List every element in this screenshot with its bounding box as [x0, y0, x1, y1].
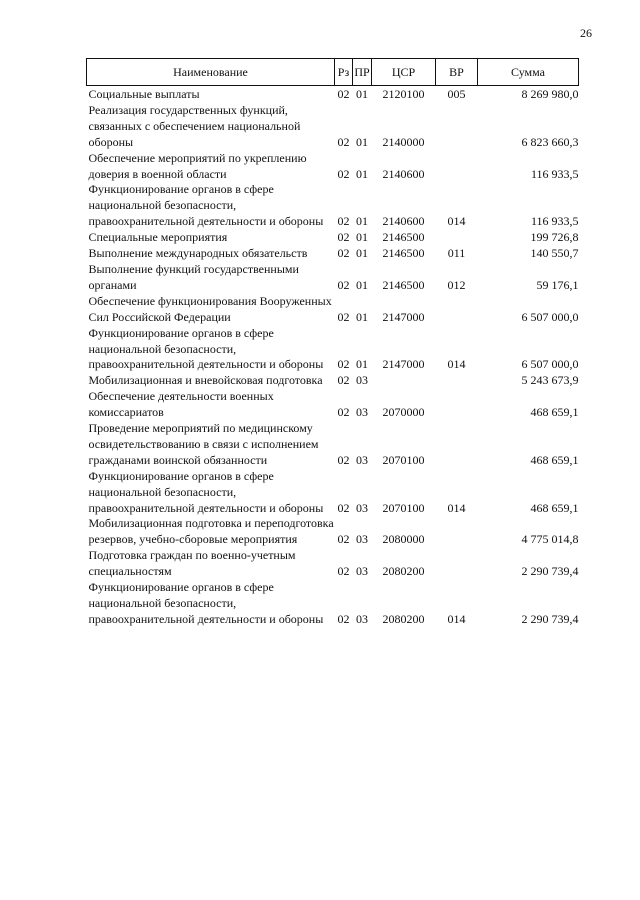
- row-csr: 2146500: [382, 277, 425, 292]
- row-pr: 03: [356, 373, 368, 388]
- table-row: [87, 516, 579, 548]
- row-name: Подготовка граждан по военно-учетным специальностям: [88, 548, 296, 579]
- header-csr: ЦСР: [372, 59, 436, 86]
- row-rz: 02: [337, 564, 350, 579]
- row-vr: [436, 294, 478, 326]
- row-sum: 6 823 660,3: [521, 134, 579, 149]
- row-sum: 8 269 980,0: [521, 87, 579, 101]
- row-vr: [436, 516, 478, 548]
- row-csr: 2070000: [382, 405, 425, 420]
- row-vr: 014: [447, 214, 466, 229]
- table-row: [87, 421, 579, 469]
- row-vr: [436, 421, 478, 469]
- row-csr: 2146500: [382, 246, 425, 261]
- header-vr: ВР: [436, 59, 478, 86]
- row-rz: 02: [337, 87, 350, 101]
- row-pr: 03: [356, 532, 368, 547]
- row-vr: [436, 389, 478, 421]
- header-rz: Рз: [335, 59, 353, 86]
- row-pr: 01: [356, 277, 368, 292]
- row-vr: 014: [447, 611, 466, 626]
- row-name: Обеспечение деятельности военных комиссариатов: [88, 389, 274, 420]
- row-name: Проведение мероприятий по медицинскому освидетельствованию в связи с исполнением гражданами воинской обязанности: [88, 421, 319, 467]
- row-csr: 2146500: [382, 230, 425, 245]
- table-row: [87, 230, 579, 246]
- table-row: [87, 389, 579, 421]
- row-rz: 02: [337, 166, 350, 181]
- row-csr: 2147000: [382, 309, 425, 324]
- table-row: [87, 548, 579, 580]
- row-pr: 01: [356, 166, 368, 181]
- row-name: Функционирование органов в сфере национальной безопасности, правоохранительной деятельности и обороны: [88, 580, 324, 626]
- row-vr: [436, 373, 478, 389]
- row-csr: 2140600: [382, 166, 425, 181]
- row-pr: 03: [356, 405, 368, 420]
- row-sum: 116 933,5: [530, 214, 579, 229]
- row-sum: 59 176,1: [536, 277, 579, 292]
- row-name: Обеспечение мероприятий по укреплению доверия в военной области: [88, 150, 307, 181]
- row-sum: 468 659,1: [530, 500, 579, 515]
- row-sum: 199 726,8: [530, 230, 579, 245]
- row-vr: [436, 548, 478, 580]
- row-pr: 01: [356, 357, 368, 372]
- row-name: Функционирование органов в сфере национальной безопасности, правоохранительной деятельности и обороны: [88, 182, 324, 229]
- table-row: [87, 151, 579, 183]
- row-pr: 01: [356, 309, 368, 324]
- row-vr: 012: [447, 277, 466, 292]
- table-row: [87, 373, 579, 389]
- row-vr: 014: [447, 357, 466, 372]
- row-name: Социальные выплаты: [88, 87, 200, 101]
- row-csr: 2080000: [382, 532, 425, 547]
- header-sum: Сумма: [478, 59, 579, 86]
- row-rz: 02: [337, 277, 350, 292]
- table-row: [87, 103, 579, 151]
- row-rz: 02: [337, 214, 350, 229]
- row-name: Специальные мероприятия: [88, 230, 228, 245]
- row-name: Функционирование органов в сфере национальной безопасности, правоохранительной деятельности и обороны: [88, 468, 324, 515]
- row-sum: 140 550,7: [530, 246, 579, 261]
- budget-table: [86, 58, 579, 628]
- row-csr: 2140600: [382, 214, 425, 229]
- row-rz: 02: [337, 500, 350, 515]
- table-header-row: [87, 59, 579, 86]
- row-pr: 03: [356, 564, 368, 579]
- row-pr: 01: [356, 87, 368, 101]
- row-name: Мобилизационная и вневойсковая подготовка: [88, 373, 323, 388]
- table-body: [87, 86, 579, 628]
- row-csr: 2120100: [382, 87, 425, 101]
- row-rz: 02: [337, 611, 350, 626]
- row-pr: 03: [356, 611, 368, 626]
- table-row: [87, 469, 579, 517]
- row-name: Функционирование органов в сфере национальной безопасности, правоохранительной деятельности и обороны: [88, 325, 324, 372]
- row-name: Обеспечение функционирования Вооруженных Сил Российской Федерации: [88, 293, 332, 324]
- row-csr: 2140000: [382, 134, 425, 149]
- table-row: [87, 246, 579, 262]
- row-sum: 6 507 000,0: [521, 309, 579, 324]
- row-csr: 2070100: [382, 452, 425, 467]
- row-sum: 2 290 739,4: [521, 564, 579, 579]
- row-pr: 03: [356, 452, 368, 467]
- header-pr: ПР: [353, 59, 372, 86]
- row-rz: 02: [337, 230, 350, 245]
- row-rz: 02: [337, 373, 350, 388]
- table-row: [87, 294, 579, 326]
- row-pr: 01: [356, 134, 368, 149]
- row-vr: 014: [447, 500, 466, 515]
- row-vr: [436, 103, 478, 151]
- row-csr: 2147000: [382, 357, 425, 372]
- row-name: Выполнение функций государственными органами: [88, 261, 299, 292]
- row-pr: 01: [356, 230, 368, 245]
- row-csr: 2080200: [382, 611, 425, 626]
- row-rz: 02: [337, 452, 350, 467]
- row-name: Реализация государственных функций, связанных с обеспечением национальной обороны: [88, 102, 301, 149]
- row-vr: [436, 230, 478, 246]
- row-sum: 116 933,5: [530, 166, 579, 181]
- row-sum: 468 659,1: [530, 452, 579, 467]
- row-sum: 468 659,1: [530, 405, 579, 420]
- row-vr: 005: [447, 87, 466, 101]
- row-csr: 2080200: [382, 564, 425, 579]
- row-csr: 2070100: [382, 500, 425, 515]
- table-row: [87, 580, 579, 628]
- table-row: [87, 86, 579, 103]
- row-sum: 2 290 739,4: [521, 611, 579, 626]
- page-number: 26: [580, 26, 592, 40]
- row-rz: 02: [337, 532, 350, 547]
- row-sum: 5 243 673,9: [521, 373, 579, 388]
- row-sum: 4 775 014,8: [521, 532, 579, 547]
- row-pr: 03: [356, 500, 368, 515]
- table-row: [87, 262, 579, 294]
- row-rz: 02: [337, 357, 350, 372]
- row-csr: [372, 373, 436, 389]
- row-pr: 01: [356, 246, 368, 261]
- header-name: Наименование: [87, 59, 335, 86]
- row-sum: 6 507 000,0: [521, 357, 579, 372]
- row-vr: 011: [447, 246, 466, 261]
- row-rz: 02: [337, 134, 350, 149]
- row-rz: 02: [337, 405, 350, 420]
- row-vr: [436, 151, 478, 183]
- table-row: [87, 182, 579, 230]
- row-rz: 02: [337, 309, 350, 324]
- table-row: [87, 326, 579, 374]
- row-pr: 01: [356, 214, 368, 229]
- row-name: Мобилизационная подготовка и переподготовка резервов, учебно-сборовые мероприятия: [88, 516, 334, 547]
- row-name: Выполнение международных обязательств: [88, 246, 308, 261]
- row-rz: 02: [337, 246, 350, 261]
